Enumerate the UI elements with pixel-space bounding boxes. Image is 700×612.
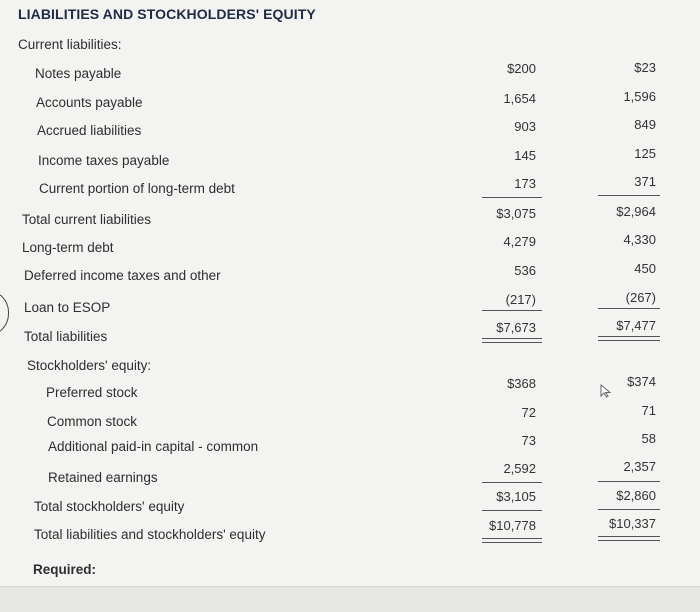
loan-to-esop-value-1: (217)	[505, 292, 536, 307]
accounts-payable-value-1: 1,654	[503, 91, 536, 106]
required-label: Required:	[33, 562, 97, 577]
income-taxes-payable-value-2: 125	[634, 146, 656, 161]
current-liabilities-label: Current liabilities:	[18, 37, 122, 52]
margin-bracket	[0, 290, 9, 336]
long-term-debt-value-1: 4,279	[503, 234, 536, 249]
notes-payable-label: Notes payable	[35, 66, 122, 81]
current-portion-ltd-label: Current portion of long-term debt	[39, 181, 235, 196]
notes-payable-value-2: $23	[634, 60, 656, 75]
accounts-payable-value-2: 1,596	[623, 89, 656, 104]
double-rule-4	[598, 536, 660, 541]
deferred-income-taxes-label: Deferred income taxes and other	[24, 268, 221, 283]
page-bottom-band	[0, 586, 700, 612]
accounts-payable-label: Accounts payable	[36, 95, 143, 110]
retained-earnings-value-1: 2,592	[503, 461, 536, 476]
accrued-liabilities-value-1: 903	[514, 119, 536, 134]
deferred-income-taxes-value-1: 536	[514, 263, 536, 278]
subtotal-rule-4	[598, 308, 660, 309]
subtotal-rule-5	[482, 482, 542, 483]
retained-earnings-label: Retained earnings	[48, 470, 158, 485]
subtotal-rule-8	[598, 509, 660, 510]
loan-to-esop-label: Loan to ESOP	[24, 300, 111, 315]
total-liabilities-value-2: $7,477	[616, 318, 656, 333]
double-rule-3	[482, 538, 542, 543]
long-term-debt-label: Long-term debt	[22, 240, 114, 255]
total-stockholders-equity-label: Total stockholders' equity	[34, 499, 185, 514]
subtotal-rule-1	[482, 197, 542, 198]
preferred-stock-value-1: $368	[507, 376, 536, 391]
subtotal-rule-2	[598, 195, 660, 196]
long-term-debt-value-2: 4,330	[623, 232, 656, 247]
total-current-liabilities-value-1: $3,075	[496, 206, 536, 221]
accrued-liabilities-label: Accrued liabilities	[37, 123, 142, 138]
total-liabilities-and-equity-value-2: $10,337	[609, 516, 656, 531]
common-stock-label: Common stock	[47, 414, 138, 429]
notes-payable-value-1: $200	[507, 61, 536, 76]
apic-common-value-2: 58	[641, 431, 656, 446]
income-taxes-payable-label: Income taxes payable	[38, 153, 170, 168]
total-stockholders-equity-value-1: $3,105	[496, 489, 536, 504]
retained-earnings-value-2: 2,357	[623, 459, 656, 474]
preferred-stock-label: Preferred stock	[46, 385, 138, 400]
apic-common-value-1: 73	[521, 433, 536, 448]
total-liabilities-value-1: $7,673	[496, 320, 536, 335]
section-heading: LIABILITIES AND STOCKHOLDERS' EQUITY	[18, 6, 316, 22]
mouse-cursor-icon	[600, 384, 612, 398]
total-current-liabilities-label: Total current liabilities	[22, 212, 152, 227]
deferred-income-taxes-value-2: 450	[634, 261, 656, 276]
income-taxes-payable-value-1: 145	[514, 148, 536, 163]
loan-to-esop-value-2: (267)	[625, 290, 656, 305]
accrued-liabilities-value-2: 849	[634, 117, 656, 132]
preferred-stock-value-2: $374	[627, 374, 656, 389]
total-liabilities-label: Total liabilities	[24, 329, 108, 344]
subtotal-rule-6	[598, 481, 660, 482]
total-liabilities-and-equity-label: Total liabilities and stockholders' equity	[34, 527, 266, 542]
double-rule-1	[482, 338, 542, 343]
subtotal-rule-7	[482, 510, 542, 511]
double-rule-2	[598, 336, 660, 341]
common-stock-value-2: 71	[641, 403, 656, 418]
subtotal-rule-3	[482, 310, 542, 311]
total-liabilities-and-equity-value-1: $10,778	[489, 518, 536, 533]
current-portion-ltd-value-1: 173	[514, 176, 536, 191]
stockholders-equity-label: Stockholders' equity:	[27, 358, 152, 373]
total-current-liabilities-value-2: $2,964	[616, 204, 656, 219]
current-portion-ltd-value-2: 371	[634, 174, 656, 189]
total-stockholders-equity-value-2: $2,860	[616, 488, 656, 503]
common-stock-value-1: 72	[521, 405, 536, 420]
apic-common-label: Additional paid-in capital - common	[48, 439, 259, 454]
